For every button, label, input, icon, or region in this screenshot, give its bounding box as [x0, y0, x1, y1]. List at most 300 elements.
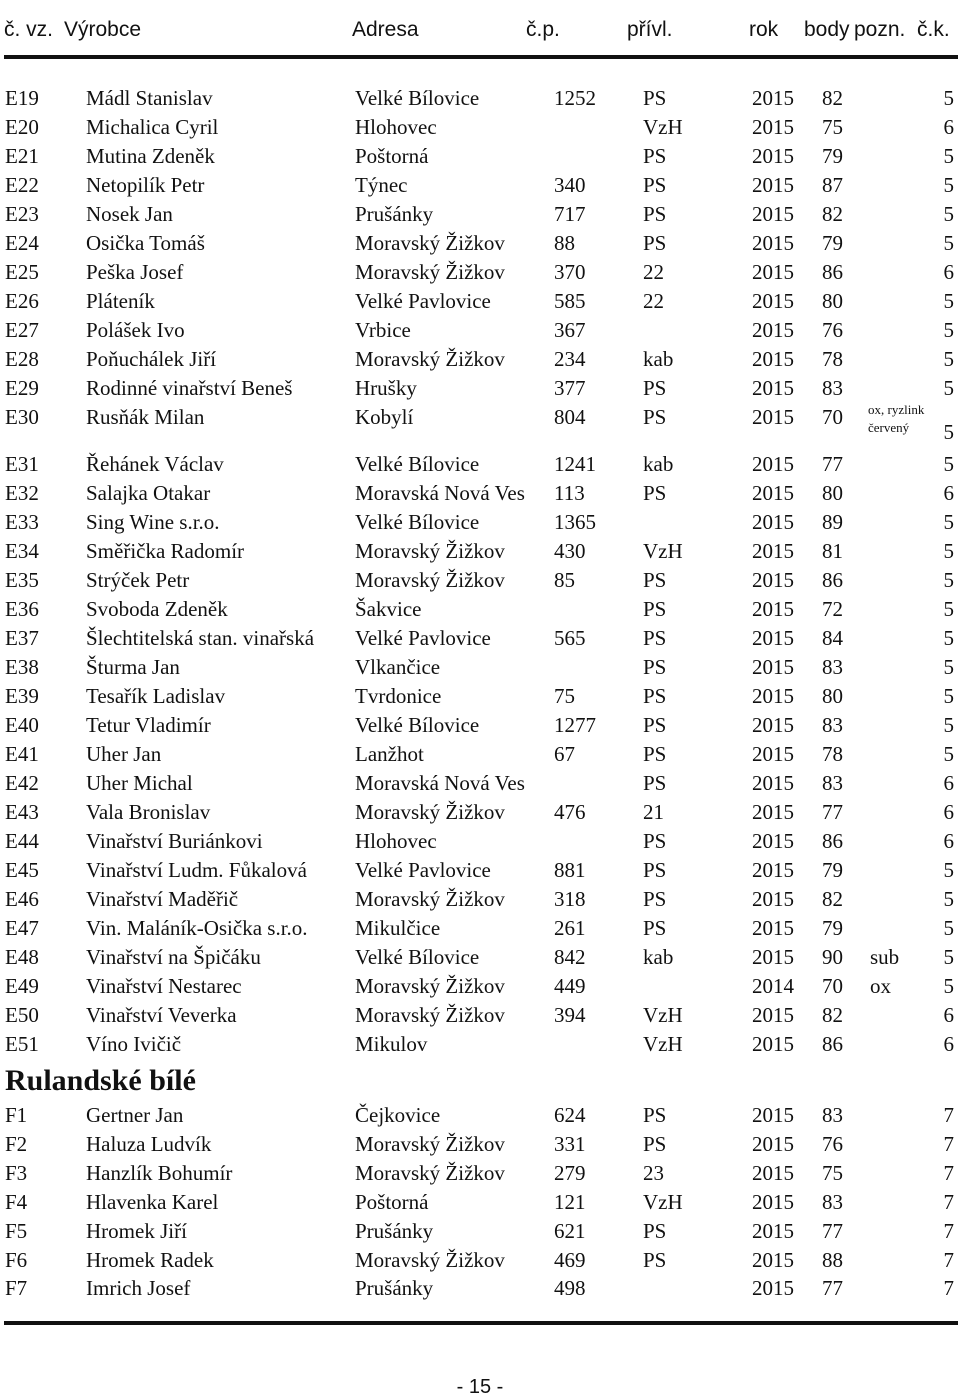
- cell-year: 2015: [752, 347, 794, 371]
- cell-category: 5: [943, 597, 954, 621]
- cell-category: 5: [943, 945, 954, 969]
- cell-sample-number: F2: [5, 1131, 28, 1156]
- cell-points: 79: [822, 144, 843, 168]
- table-row: [0, 1103, 960, 1131]
- cell-sample-number: F6: [5, 1247, 28, 1272]
- cell-address: Vrbice: [355, 318, 411, 342]
- cell-address: Velké Bílovice: [355, 86, 480, 110]
- cell-category: 5: [943, 318, 954, 342]
- cell-attribute: PS: [643, 568, 667, 592]
- cell-points: 83: [822, 1103, 843, 1127]
- cell-category: 5: [943, 231, 954, 255]
- cell-points: 77: [822, 800, 843, 824]
- cell-points: 72: [822, 597, 843, 621]
- cell-category: 5: [943, 858, 954, 882]
- cell-points: 77: [822, 1218, 843, 1243]
- cell-producer: Peška Josef: [86, 260, 184, 284]
- cell-points: 86: [822, 1032, 843, 1056]
- cell-house-number: 85: [554, 568, 575, 592]
- cell-points: 86: [822, 260, 843, 284]
- cell-sample-number: E21: [5, 144, 39, 168]
- table-row: [0, 347, 960, 375]
- cell-points: 77: [822, 1276, 843, 1301]
- table-header: [0, 18, 960, 48]
- cell-attribute: 22: [643, 289, 664, 313]
- cell-house-number: 279: [554, 1160, 586, 1185]
- cell-attribute: VzH: [643, 1032, 683, 1056]
- cell-attribute: PS: [643, 742, 667, 766]
- cell-category: 7: [943, 1218, 954, 1243]
- cell-category: 6: [943, 829, 954, 853]
- cell-address: Prušánky: [355, 1218, 434, 1243]
- cell-address: Moravská Nová Ves: [355, 771, 525, 795]
- table-row: [0, 887, 960, 915]
- cell-year: 2015: [752, 887, 794, 911]
- cell-sample-number: E32: [5, 481, 39, 505]
- cell-address: Velké Pavlovice: [355, 289, 491, 313]
- footer-divider: [4, 1321, 958, 1325]
- cell-sample-number: E20: [5, 115, 39, 139]
- cell-producer: Imrich Josef: [86, 1276, 191, 1301]
- cell-sample-number: E29: [5, 376, 39, 400]
- table-row: [0, 1248, 960, 1276]
- cell-points: 86: [822, 568, 843, 592]
- cell-producer: Vinařství Maděřič: [86, 887, 239, 911]
- cell-points: 80: [822, 481, 843, 505]
- header-address: Adresa: [352, 18, 419, 41]
- cell-house-number: 621: [554, 1218, 586, 1243]
- cell-attribute: PS: [643, 376, 667, 400]
- cell-sample-number: E19: [5, 86, 39, 110]
- cell-producer: Tesařík Ladislav: [86, 684, 226, 708]
- cell-note-line-2: červený: [868, 420, 910, 435]
- cell-points: 82: [822, 202, 843, 226]
- cell-address: Moravský Žižkov: [355, 1160, 505, 1185]
- cell-year: 2015: [752, 452, 794, 476]
- cell-address: Čejkovice: [355, 1103, 441, 1127]
- table-row: [0, 945, 960, 973]
- cell-house-number: 1277: [554, 713, 596, 737]
- cell-year: 2015: [752, 1003, 794, 1027]
- cell-year: 2015: [752, 289, 794, 313]
- cell-producer: Uher Michal: [86, 771, 193, 795]
- cell-note: sub: [870, 945, 900, 969]
- cell-producer: Hanzlík Bohumír: [86, 1160, 233, 1185]
- cell-year: 2015: [752, 597, 794, 621]
- cell-house-number: 804: [554, 405, 586, 429]
- cell-category: 5: [943, 568, 954, 592]
- cell-year: 2015: [752, 858, 794, 882]
- cell-sample-number: E45: [5, 858, 39, 882]
- table-row: [0, 974, 960, 1002]
- cell-address: Kobylí: [355, 405, 414, 429]
- cell-sample-number: E28: [5, 347, 39, 371]
- cell-points: 86: [822, 829, 843, 853]
- cell-sample-number: E50: [5, 1003, 39, 1027]
- cell-address: Moravský Žižkov: [355, 974, 505, 998]
- cell-category: 7: [943, 1247, 954, 1272]
- table-row: [0, 1276, 960, 1304]
- cell-house-number: 261: [554, 916, 586, 940]
- cell-address: Vlkančice: [355, 655, 441, 679]
- cell-attribute: PS: [643, 481, 667, 505]
- cell-producer: Rodinné vinařství Beneš: [86, 376, 293, 400]
- cell-producer: Vinařství Nestarec: [86, 974, 242, 998]
- cell-attribute: PS: [643, 1247, 667, 1272]
- cell-house-number: 340: [554, 173, 586, 197]
- cell-points: 82: [822, 86, 843, 110]
- cell-year: 2015: [752, 539, 794, 563]
- cell-producer: Směřička Radomír: [86, 539, 245, 563]
- cell-address: Prušánky: [355, 202, 434, 226]
- cell-producer: Šlechtitelská stan. vinařská: [86, 626, 315, 650]
- cell-house-number: 234: [554, 347, 586, 371]
- table-row: [0, 1219, 960, 1247]
- table-row: [0, 289, 960, 317]
- cell-year: 2015: [752, 916, 794, 940]
- cell-year: 2015: [752, 231, 794, 255]
- table-row: [0, 568, 960, 596]
- header-producer: Výrobce: [64, 18, 142, 41]
- cell-producer: Hlavenka Karel: [86, 1189, 219, 1214]
- table-row: [0, 1132, 960, 1160]
- cell-points: 82: [822, 887, 843, 911]
- table-row: [0, 1161, 960, 1189]
- cell-year: 2015: [752, 481, 794, 505]
- cell-house-number: 121: [554, 1189, 586, 1214]
- cell-producer: Vinařství Ludm. Fůkalová: [86, 858, 307, 882]
- cell-year: 2015: [752, 318, 794, 342]
- cell-points: 70: [822, 405, 843, 429]
- cell-producer: Uher Jan: [86, 742, 162, 766]
- cell-house-number: 624: [554, 1103, 586, 1127]
- cell-address: Moravský Žižkov: [355, 1003, 505, 1027]
- cell-sample-number: E46: [5, 887, 39, 911]
- table-row: [0, 800, 960, 828]
- cell-sample-number: E27: [5, 318, 39, 342]
- cell-producer: Vin. Maláník-Osička s.r.o.: [86, 916, 308, 940]
- cell-year: 2015: [752, 510, 794, 534]
- table-row: [0, 202, 960, 230]
- cell-sample-number: F4: [5, 1189, 28, 1214]
- cell-house-number: 842: [554, 945, 586, 969]
- cell-category: 6: [943, 260, 954, 284]
- cell-producer: Mutina Zdeněk: [86, 144, 215, 168]
- cell-year: 2015: [752, 260, 794, 284]
- cell-category: 5: [943, 887, 954, 911]
- cell-address: Šakvice: [355, 597, 422, 621]
- cell-producer: Mádl Stanislav: [86, 86, 213, 110]
- cell-points: 90: [822, 945, 843, 969]
- cell-points: 78: [822, 347, 843, 371]
- cell-producer: Pláteník: [86, 289, 155, 313]
- cell-sample-number: E51: [5, 1032, 39, 1056]
- cell-house-number: 476: [554, 800, 586, 824]
- cell-house-number: 1241: [554, 452, 596, 476]
- cell-points: 76: [822, 318, 843, 342]
- header-year: rok: [749, 18, 779, 41]
- cell-points: 77: [822, 452, 843, 476]
- cell-address: Hlohovec: [355, 829, 437, 853]
- cell-category: 5: [943, 86, 954, 110]
- cell-house-number: 75: [554, 684, 575, 708]
- cell-attribute: PS: [643, 1131, 667, 1156]
- cell-address: Moravský Žižkov: [355, 231, 505, 255]
- cell-producer: Řehánek Václav: [86, 452, 224, 476]
- cell-attribute: 22: [643, 260, 664, 284]
- cell-attribute: PS: [643, 86, 667, 110]
- cell-address: Tvrdonice: [355, 684, 442, 708]
- cell-year: 2015: [752, 173, 794, 197]
- cell-attribute: PS: [643, 405, 667, 429]
- cell-attribute: PS: [643, 626, 667, 650]
- cell-year: 2014: [752, 974, 794, 998]
- table-row: [0, 481, 960, 509]
- cell-producer: Hromek Radek: [86, 1247, 214, 1272]
- cell-points: 79: [822, 231, 843, 255]
- cell-category: 5: [943, 713, 954, 737]
- cell-address: Mikulov: [355, 1032, 428, 1056]
- cell-points: 76: [822, 1131, 843, 1156]
- cell-house-number: 394: [554, 1003, 586, 1027]
- cell-producer: Osička Tomáš: [86, 231, 205, 255]
- table-row: [0, 510, 960, 538]
- cell-year: 2015: [752, 405, 794, 429]
- cell-points: 83: [822, 376, 843, 400]
- cell-producer: Svoboda Zdeněk: [86, 597, 228, 621]
- cell-category: 6: [943, 115, 954, 139]
- table-row: [0, 713, 960, 741]
- cell-sample-number: E31: [5, 452, 39, 476]
- table-row: [0, 173, 960, 201]
- cell-house-number: 717: [554, 202, 586, 226]
- cell-sample-number: E36: [5, 597, 39, 621]
- cell-category: 5: [943, 347, 954, 371]
- cell-category: 6: [943, 1003, 954, 1027]
- cell-category: 6: [943, 481, 954, 505]
- cell-category: 5: [943, 376, 954, 400]
- cell-year: 2015: [752, 1247, 794, 1272]
- cell-address: Mikulčice: [355, 916, 441, 940]
- header-attribute: přívl.: [627, 18, 673, 41]
- cell-sample-number: E30: [5, 405, 39, 429]
- cell-house-number: 469: [554, 1247, 586, 1272]
- cell-producer: Strýček Petr: [86, 568, 190, 592]
- cell-attribute: PS: [643, 655, 667, 679]
- cell-points: 79: [822, 916, 843, 940]
- cell-producer: Šturma Jan: [86, 655, 180, 679]
- cell-address: Velké Bílovice: [355, 945, 480, 969]
- cell-points: 70: [822, 974, 843, 998]
- cell-address: Moravský Žižkov: [355, 1131, 505, 1156]
- cell-points: 75: [822, 115, 843, 139]
- cell-sample-number: E26: [5, 289, 39, 313]
- cell-address: Velké Bílovice: [355, 452, 480, 476]
- cell-points: 75: [822, 1160, 843, 1185]
- cell-attribute: kab: [643, 347, 674, 371]
- cell-points: 83: [822, 1189, 843, 1214]
- cell-year: 2015: [752, 115, 794, 139]
- cell-year: 2015: [752, 376, 794, 400]
- cell-producer: Sing Wine s.r.o.: [86, 510, 220, 534]
- header-divider: [4, 55, 958, 59]
- cell-year: 2015: [752, 684, 794, 708]
- cell-address: Poštorná: [355, 144, 429, 168]
- cell-points: 79: [822, 858, 843, 882]
- table-row: [0, 829, 960, 857]
- cell-attribute: PS: [643, 173, 667, 197]
- cell-sample-number: E24: [5, 231, 39, 255]
- cell-sample-number: E23: [5, 202, 39, 226]
- cell-producer: Gertner Jan: [86, 1103, 184, 1127]
- cell-address: Hrušky: [355, 376, 417, 400]
- cell-sample-number: E37: [5, 626, 39, 650]
- cell-producer: Haluza Ludvík: [86, 1131, 212, 1156]
- cell-points: 78: [822, 742, 843, 766]
- table-row: [0, 260, 960, 288]
- table-row: [0, 1190, 960, 1218]
- header-sample-number: č. vz.: [4, 18, 54, 41]
- cell-year: 2015: [752, 771, 794, 795]
- cell-attribute: PS: [643, 916, 667, 940]
- cell-category: 6: [943, 800, 954, 824]
- cell-producer: Poňuchálek Jiří: [86, 347, 217, 371]
- cell-sample-number: E40: [5, 713, 39, 737]
- table-row: [0, 626, 960, 654]
- cell-attribute: PS: [643, 887, 667, 911]
- cell-house-number: 585: [554, 289, 586, 313]
- cell-sample-number: F1: [5, 1103, 28, 1127]
- cell-sample-number: E42: [5, 771, 39, 795]
- cell-points: 83: [822, 771, 843, 795]
- cell-category: 7: [943, 1160, 954, 1185]
- cell-producer: Vinařství na Špičáku: [86, 945, 261, 969]
- table-row: [0, 1032, 960, 1060]
- cell-year: 2015: [752, 144, 794, 168]
- cell-category: 5: [943, 684, 954, 708]
- cell-house-number: 377: [554, 376, 586, 400]
- table-row: [0, 539, 960, 567]
- cell-sample-number: E48: [5, 945, 39, 969]
- table-row: [0, 858, 960, 886]
- cell-attribute: kab: [643, 945, 674, 969]
- cell-address: Moravská Nová Ves: [355, 481, 525, 505]
- cell-points: 83: [822, 713, 843, 737]
- cell-category: 5: [943, 916, 954, 940]
- cell-category: 7: [943, 1103, 954, 1127]
- cell-sample-number: E33: [5, 510, 39, 534]
- cell-year: 2015: [752, 945, 794, 969]
- cell-house-number: 113: [554, 481, 585, 505]
- cell-category: 6: [943, 771, 954, 795]
- table-row: [0, 402, 960, 444]
- cell-year: 2015: [752, 742, 794, 766]
- cell-sample-number: F5: [5, 1218, 28, 1243]
- cell-category: 5: [943, 420, 954, 444]
- cell-category: 5: [943, 742, 954, 766]
- cell-sample-number: E39: [5, 684, 39, 708]
- cell-address: Moravský Žižkov: [355, 800, 505, 824]
- cell-category: 5: [943, 144, 954, 168]
- cell-attribute: PS: [643, 597, 667, 621]
- cell-address: Hlohovec: [355, 115, 437, 139]
- cell-attribute: PS: [643, 144, 667, 168]
- cell-producer: Salajka Otakar: [86, 481, 211, 505]
- cell-year: 2015: [752, 568, 794, 592]
- cell-attribute: VzH: [643, 539, 683, 563]
- cell-address: Týnec: [355, 173, 408, 197]
- cell-attribute: PS: [643, 1103, 667, 1127]
- cell-sample-number: E49: [5, 974, 39, 998]
- cell-category: 6: [943, 1032, 954, 1056]
- table-row: [0, 684, 960, 712]
- cell-house-number: 1252: [554, 86, 596, 110]
- cell-year: 2015: [752, 1160, 794, 1185]
- cell-attribute: VzH: [643, 1189, 683, 1214]
- cell-year: 2015: [752, 86, 794, 110]
- cell-house-number: 498: [554, 1276, 586, 1301]
- cell-house-number: 67: [554, 742, 575, 766]
- cell-producer: Vala Bronislav: [86, 800, 211, 824]
- cell-address: Moravský Žižkov: [355, 1247, 505, 1272]
- table-row: [0, 916, 960, 944]
- cell-category: 5: [943, 539, 954, 563]
- cell-address: Lanžhot: [355, 742, 424, 766]
- cell-address: Velké Pavlovice: [355, 626, 491, 650]
- cell-year: 2015: [752, 655, 794, 679]
- table-row: [0, 231, 960, 259]
- cell-category: 5: [943, 510, 954, 534]
- header-category: č.k.: [917, 18, 950, 41]
- cell-attribute: PS: [643, 713, 667, 737]
- table-row: [0, 1003, 960, 1031]
- cell-producer: Tetur Vladimír: [86, 713, 211, 737]
- table-row: [0, 86, 960, 114]
- cell-points: 80: [822, 684, 843, 708]
- cell-attribute: PS: [643, 829, 667, 853]
- cell-producer: Rusňák Milan: [86, 405, 205, 429]
- cell-sample-number: E44: [5, 829, 39, 853]
- cell-sample-number: E25: [5, 260, 39, 284]
- cell-attribute: 21: [643, 800, 664, 824]
- cell-sample-number: F3: [5, 1160, 28, 1185]
- cell-category: 5: [943, 202, 954, 226]
- section-title: Rulandské bílé: [5, 1064, 196, 1097]
- cell-attribute: VzH: [643, 115, 683, 139]
- cell-year: 2015: [752, 626, 794, 650]
- cell-sample-number: E35: [5, 568, 39, 592]
- cell-producer: Vinařství Veverka: [86, 1003, 237, 1027]
- table-row: [0, 742, 960, 770]
- cell-producer: Polášek Ivo: [86, 318, 185, 342]
- cell-address: Moravský Žižkov: [355, 568, 505, 592]
- cell-category: 5: [943, 655, 954, 679]
- cell-note-line-1: ox, ryzlink: [868, 402, 925, 417]
- cell-category: 5: [943, 452, 954, 476]
- cell-house-number: 331: [554, 1131, 586, 1156]
- table-row: [0, 115, 960, 143]
- cell-producer: Hromek Jiří: [86, 1218, 187, 1243]
- cell-address: Velké Bílovice: [355, 510, 480, 534]
- cell-sample-number: E22: [5, 173, 39, 197]
- cell-sample-number: E38: [5, 655, 39, 679]
- table-row: [0, 452, 960, 480]
- cell-sample-number: E43: [5, 800, 39, 824]
- cell-year: 2015: [752, 1131, 794, 1156]
- cell-attribute: 23: [643, 1160, 664, 1185]
- header-points: body: [804, 18, 850, 41]
- cell-points: 84: [822, 626, 843, 650]
